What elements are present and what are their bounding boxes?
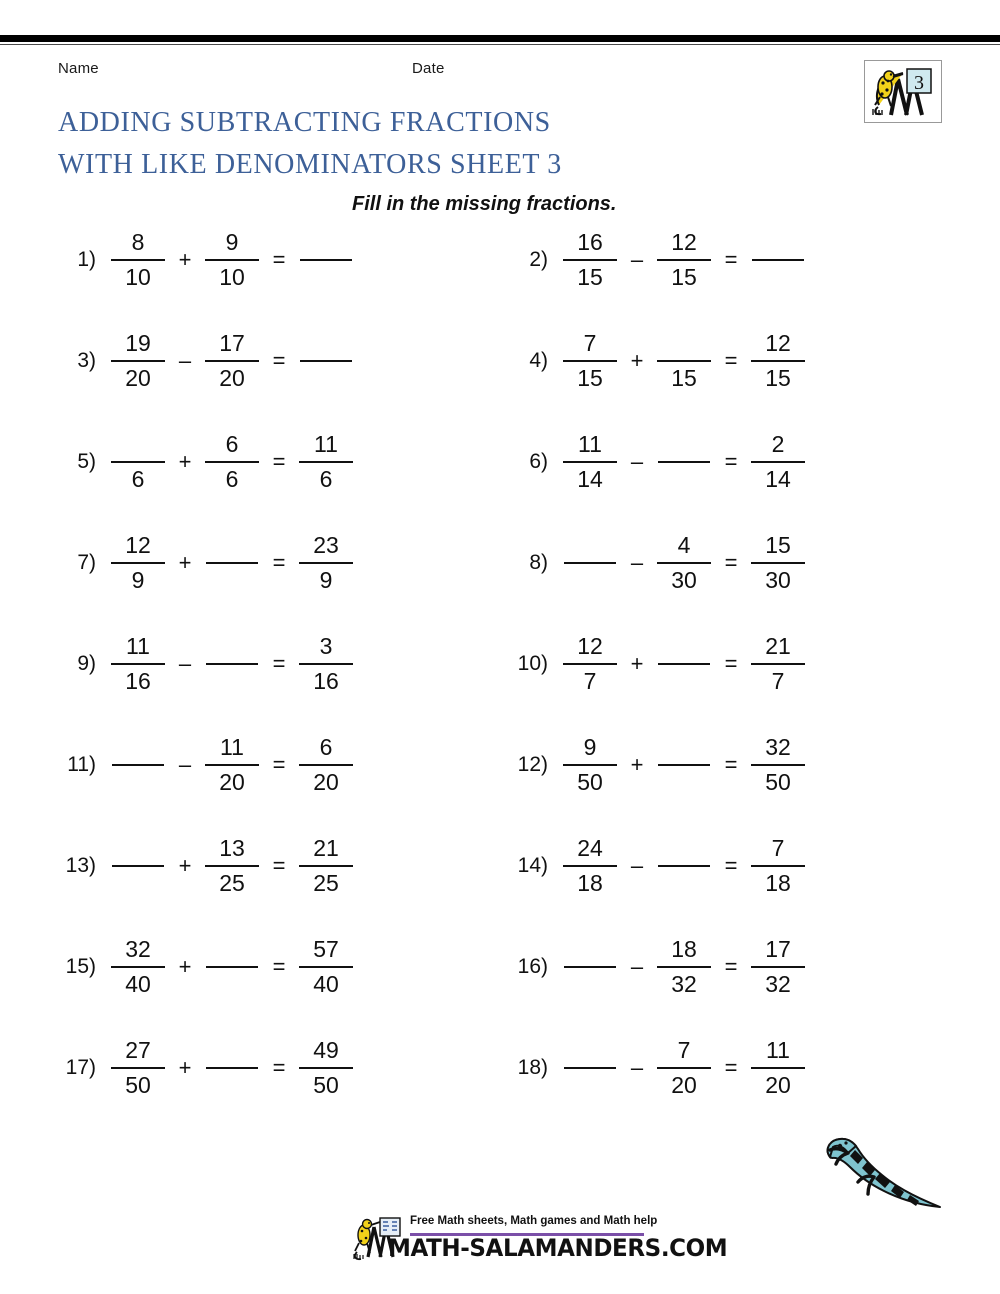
- fraction-bar: [299, 966, 353, 968]
- operand1-fraction[interactable]: [110, 1036, 166, 1100]
- blank-line: [206, 663, 258, 665]
- result-fraction[interactable]: [750, 733, 806, 797]
- equals-sign: =: [724, 954, 738, 979]
- numerator: 2: [771, 431, 785, 457]
- instructions: Fill in the missing fractions.: [352, 193, 617, 215]
- operand1-blank[interactable]: [562, 936, 618, 998]
- operand2-blank[interactable]: [204, 1037, 260, 1099]
- denominator: 20: [765, 1072, 791, 1098]
- numerator: 24: [577, 835, 603, 861]
- problem-row: [0, 224, 1000, 325]
- fraction-bar: [751, 1067, 805, 1069]
- numerator: 11: [220, 734, 244, 760]
- blank-line: [658, 461, 710, 463]
- denominator: 20: [219, 365, 245, 391]
- fraction-bar: [205, 764, 259, 766]
- problem-number: 6): [529, 450, 548, 473]
- footer-tagline: Free Math sheets, Math games and Math help: [410, 1215, 658, 1227]
- operand1-fraction[interactable]: [110, 430, 166, 494]
- operand1-fraction[interactable]: [562, 733, 618, 797]
- name-label: Name: [58, 60, 99, 77]
- denominator: 6: [319, 466, 333, 492]
- problem-7: [60, 527, 358, 599]
- operator: +: [178, 449, 192, 474]
- operator: +: [630, 651, 644, 676]
- operator: –: [630, 1055, 644, 1080]
- denominator: 30: [671, 567, 697, 593]
- denominator: 50: [765, 769, 791, 795]
- denominator: 6: [131, 466, 145, 492]
- problem-4: [512, 325, 810, 397]
- operator: +: [178, 1055, 192, 1080]
- numerator: 9: [583, 734, 597, 760]
- blank-line: [658, 865, 710, 867]
- fraction-bar: [299, 562, 353, 564]
- numerator: 16: [577, 229, 603, 255]
- equals-sign: =: [272, 550, 286, 575]
- equals-sign: =: [724, 853, 738, 878]
- problem-1: [60, 224, 358, 296]
- problem-number: 2): [529, 248, 548, 271]
- operand1-fraction[interactable]: [110, 531, 166, 595]
- fraction-bar: [751, 663, 805, 665]
- problem-17: [60, 1032, 358, 1104]
- problem-number: 4): [529, 349, 548, 372]
- fraction-bar: [111, 360, 165, 362]
- operator: +: [178, 853, 192, 878]
- blank-line: [112, 764, 164, 766]
- operand2-fraction[interactable]: [204, 430, 260, 494]
- problem-2: [512, 224, 810, 296]
- fraction-bar: [205, 360, 259, 362]
- page-title-line-2: WITH LIKE DENOMINATORS SHEET 3: [58, 149, 562, 180]
- numerator: 3: [319, 633, 333, 659]
- numerator: 32: [125, 936, 151, 962]
- salamander-icon: [800, 1125, 960, 1220]
- denominator: 32: [671, 971, 697, 997]
- fraction-bar: [111, 1067, 165, 1069]
- denominator: 20: [219, 769, 245, 795]
- operator: –: [178, 752, 192, 777]
- equals-sign: =: [272, 752, 286, 777]
- equals-sign: =: [272, 651, 286, 676]
- fraction-bar: [563, 865, 617, 867]
- numerator: 6: [225, 431, 239, 457]
- problem-number: 1): [77, 248, 96, 271]
- denominator: 18: [577, 870, 603, 896]
- operand1-blank[interactable]: [562, 1037, 618, 1099]
- result-fraction[interactable]: [298, 1036, 354, 1100]
- operand1-fraction[interactable]: [110, 632, 166, 696]
- numerator: 17: [765, 936, 791, 962]
- denominator: 7: [771, 668, 785, 694]
- equals-sign: =: [724, 247, 738, 272]
- denominator: 20: [125, 365, 151, 391]
- problem-number: 18): [517, 1056, 548, 1079]
- problem-number: 13): [65, 854, 96, 877]
- salamander-at-easel-icon: [865, 61, 941, 122]
- blank-line: [658, 764, 710, 766]
- footer-url[interactable]: MATH-SALAMANDERS.COM: [388, 1235, 728, 1263]
- numerator: 11: [314, 431, 338, 457]
- denominator: 15: [671, 264, 697, 290]
- numerator: 7: [583, 330, 597, 356]
- problem-row: [0, 325, 1000, 426]
- denominator: 15: [671, 365, 697, 391]
- denominator: 25: [219, 870, 245, 896]
- operator: –: [630, 550, 644, 575]
- operand1-blank[interactable]: [110, 734, 166, 796]
- problem-12: [512, 729, 810, 801]
- fraction-bar: [111, 562, 165, 564]
- fraction-bar: [299, 663, 353, 665]
- numerator: 17: [219, 330, 245, 356]
- fraction-bar: [751, 360, 805, 362]
- problem-row: [0, 1032, 1000, 1133]
- numerator: 11: [766, 1037, 790, 1063]
- operand2-blank[interactable]: [204, 936, 260, 998]
- equals-sign: =: [272, 954, 286, 979]
- operand1-fraction[interactable]: [562, 329, 618, 393]
- numerator: 12: [765, 330, 791, 356]
- header-rule: [0, 35, 1000, 42]
- operand2-fraction[interactable]: [204, 329, 260, 393]
- operator: –: [630, 954, 644, 979]
- problem-3: [60, 325, 358, 397]
- fraction-bar: [751, 865, 805, 867]
- answer-blank[interactable]: [750, 229, 806, 291]
- equals-sign: =: [724, 1055, 738, 1080]
- operator: –: [630, 853, 644, 878]
- problem-10: [512, 628, 810, 700]
- operand2-fraction[interactable]: [656, 935, 712, 999]
- result-fraction[interactable]: [298, 531, 354, 595]
- blank-line: [300, 259, 352, 261]
- result-fraction[interactable]: [750, 329, 806, 393]
- fraction-bar: [111, 461, 165, 463]
- problem-16: [512, 931, 810, 1003]
- fraction-bar: [299, 865, 353, 867]
- equals-sign: =: [272, 449, 286, 474]
- equals-sign: =: [724, 752, 738, 777]
- numerator: 4: [677, 532, 691, 558]
- denominator: 14: [765, 466, 791, 492]
- blank-line: [752, 259, 804, 261]
- operand2-blank[interactable]: [656, 734, 712, 796]
- operand2-fraction[interactable]: [656, 1036, 712, 1100]
- operand2-blank[interactable]: [204, 633, 260, 695]
- denominator: 10: [219, 264, 245, 290]
- operator: –: [178, 651, 192, 676]
- problem-8: [512, 527, 810, 599]
- problem-number: 7): [77, 551, 96, 574]
- denominator: 10: [125, 264, 151, 290]
- problem-number: 16): [517, 955, 548, 978]
- fraction-bar: [205, 865, 259, 867]
- denominator: 50: [577, 769, 603, 795]
- problem-6: [512, 426, 810, 498]
- operand2-fraction[interactable]: [204, 228, 260, 292]
- problem-9: [60, 628, 358, 700]
- result-fraction[interactable]: [750, 430, 806, 494]
- denominator: 6: [225, 466, 239, 492]
- denominator: 18: [765, 870, 791, 896]
- fraction-bar: [299, 1067, 353, 1069]
- problem-15: [60, 931, 358, 1003]
- numerator: 57: [313, 936, 339, 962]
- equals-sign: =: [724, 550, 738, 575]
- problem-number: 14): [517, 854, 548, 877]
- fraction-bar: [111, 259, 165, 261]
- result-fraction[interactable]: [298, 935, 354, 999]
- problem-row: [0, 931, 1000, 1032]
- problem-13: [60, 830, 358, 902]
- fraction-bar: [563, 461, 617, 463]
- numerator: 8: [131, 229, 145, 255]
- operand1-fraction[interactable]: [110, 228, 166, 292]
- fraction-bar: [205, 461, 259, 463]
- problem-11: [60, 729, 358, 801]
- result-fraction[interactable]: [298, 632, 354, 696]
- operator: +: [178, 954, 192, 979]
- denominator: 15: [577, 365, 603, 391]
- date-label: Date: [412, 60, 445, 77]
- denominator: 16: [125, 668, 151, 694]
- page-title-line-1: ADDING SUBTRACTING FRACTIONS: [58, 107, 551, 138]
- fraction-bar: [751, 562, 805, 564]
- numerator: 12: [577, 633, 603, 659]
- operand2-fraction[interactable]: [204, 733, 260, 797]
- denominator: 15: [765, 365, 791, 391]
- result-fraction[interactable]: [298, 430, 354, 494]
- numerator: 49: [313, 1037, 339, 1063]
- fraction-bar: [111, 966, 165, 968]
- denominator: 20: [671, 1072, 697, 1098]
- denominator: 25: [313, 870, 339, 896]
- equals-sign: =: [724, 651, 738, 676]
- equals-sign: =: [272, 247, 286, 272]
- operator: +: [630, 752, 644, 777]
- operand2-blank[interactable]: [204, 532, 260, 594]
- problem-number: 17): [65, 1056, 96, 1079]
- operand2-fraction[interactable]: [204, 834, 260, 898]
- answer-blank[interactable]: [298, 330, 354, 392]
- blank-line: [206, 966, 258, 968]
- equals-sign: =: [724, 449, 738, 474]
- sheet-number-logo: [864, 60, 942, 123]
- operator: –: [630, 247, 644, 272]
- numerator: 21: [765, 633, 791, 659]
- problem-row: [0, 830, 1000, 931]
- equals-sign: =: [272, 348, 286, 373]
- numerator: 19: [125, 330, 151, 356]
- problem-row: [0, 426, 1000, 527]
- operand2-fraction[interactable]: [656, 329, 712, 393]
- numerator: 11: [126, 633, 150, 659]
- numerator: 21: [313, 835, 339, 861]
- result-fraction[interactable]: [750, 531, 806, 595]
- fraction-bar: [657, 360, 711, 362]
- fraction-bar: [657, 1067, 711, 1069]
- fraction-bar: [657, 966, 711, 968]
- blank-line: [564, 562, 616, 564]
- result-fraction[interactable]: [750, 834, 806, 898]
- denominator: 9: [319, 567, 333, 593]
- result-fraction[interactable]: [750, 1036, 806, 1100]
- numerator: 27: [125, 1037, 151, 1063]
- problem-number: 15): [65, 955, 96, 978]
- numerator: 18: [671, 936, 697, 962]
- numerator: 11: [578, 431, 602, 457]
- numerator: 13: [219, 835, 245, 861]
- fraction-bar: [111, 663, 165, 665]
- answer-blank[interactable]: [298, 229, 354, 291]
- denominator: 20: [313, 769, 339, 795]
- numerator: 15: [765, 532, 791, 558]
- problem-number: 3): [77, 349, 96, 372]
- blank-line: [564, 1067, 616, 1069]
- header-rule-thin: [0, 44, 1000, 45]
- operator: +: [178, 550, 192, 575]
- denominator: 40: [313, 971, 339, 997]
- fraction-bar: [563, 360, 617, 362]
- fraction-bar: [751, 764, 805, 766]
- blank-line: [564, 966, 616, 968]
- blank-line: [206, 1067, 258, 1069]
- operand2-blank[interactable]: [656, 431, 712, 493]
- blank-line: [300, 360, 352, 362]
- fraction-bar: [299, 461, 353, 463]
- operator: +: [178, 247, 192, 272]
- operand2-blank[interactable]: [656, 633, 712, 695]
- problems-grid: [0, 224, 1000, 1133]
- operand1-fraction[interactable]: [562, 430, 618, 494]
- result-fraction[interactable]: [750, 632, 806, 696]
- problem-number: 10): [517, 652, 548, 675]
- operand1-blank[interactable]: [110, 835, 166, 897]
- numerator: 12: [671, 229, 697, 255]
- problem-row: [0, 628, 1000, 729]
- numerator: 7: [771, 835, 785, 861]
- result-fraction[interactable]: [750, 935, 806, 999]
- problem-row: [0, 527, 1000, 628]
- fraction-bar: [657, 259, 711, 261]
- operand1-fraction[interactable]: [562, 632, 618, 696]
- denominator: 9: [131, 567, 145, 593]
- problem-18: [512, 1032, 810, 1104]
- result-fraction[interactable]: [298, 733, 354, 797]
- numerator: 32: [765, 734, 791, 760]
- footer-branding: [352, 1207, 728, 1269]
- problem-number: 8): [529, 551, 548, 574]
- blank-line: [112, 865, 164, 867]
- fraction-bar: [751, 461, 805, 463]
- fraction-bar: [657, 562, 711, 564]
- operand1-fraction[interactable]: [562, 834, 618, 898]
- denominator: 32: [765, 971, 791, 997]
- denominator: 40: [125, 971, 151, 997]
- numerator: 12: [125, 532, 151, 558]
- problem-14: [512, 830, 810, 902]
- fraction-bar: [205, 259, 259, 261]
- equals-sign: =: [272, 1055, 286, 1080]
- fraction-bar: [563, 764, 617, 766]
- numerator: 7: [677, 1037, 691, 1063]
- operator: –: [178, 348, 192, 373]
- operand2-fraction[interactable]: [656, 228, 712, 292]
- numerator: 9: [225, 229, 239, 255]
- numerator: 6: [319, 734, 333, 760]
- denominator: 16: [313, 668, 339, 694]
- operator: +: [630, 348, 644, 373]
- problem-number: 11): [67, 753, 96, 776]
- operand1-fraction[interactable]: [110, 329, 166, 393]
- problem-number: 12): [517, 753, 548, 776]
- fraction-bar: [751, 966, 805, 968]
- denominator: 15: [577, 264, 603, 290]
- numerator: 23: [313, 532, 339, 558]
- blank-line: [658, 663, 710, 665]
- fraction-bar: [299, 764, 353, 766]
- operator: –: [630, 449, 644, 474]
- operand2-blank[interactable]: [656, 835, 712, 897]
- operand1-fraction[interactable]: [110, 935, 166, 999]
- fraction-bar: [563, 259, 617, 261]
- result-fraction[interactable]: [298, 834, 354, 898]
- denominator: 7: [583, 668, 597, 694]
- operand2-fraction[interactable]: [656, 531, 712, 595]
- problem-5: [60, 426, 358, 498]
- denominator: 30: [765, 567, 791, 593]
- equals-sign: =: [724, 348, 738, 373]
- equals-sign: =: [272, 853, 286, 878]
- svg-text:3: 3: [914, 72, 924, 94]
- operand1-blank[interactable]: [562, 532, 618, 594]
- problem-number: 9): [77, 652, 96, 675]
- blank-line: [206, 562, 258, 564]
- denominator: 50: [313, 1072, 339, 1098]
- problem-row: [0, 729, 1000, 830]
- denominator: 50: [125, 1072, 151, 1098]
- operand1-fraction[interactable]: [562, 228, 618, 292]
- denominator: 14: [577, 466, 603, 492]
- fraction-bar: [563, 663, 617, 665]
- problem-number: 5): [77, 450, 96, 473]
